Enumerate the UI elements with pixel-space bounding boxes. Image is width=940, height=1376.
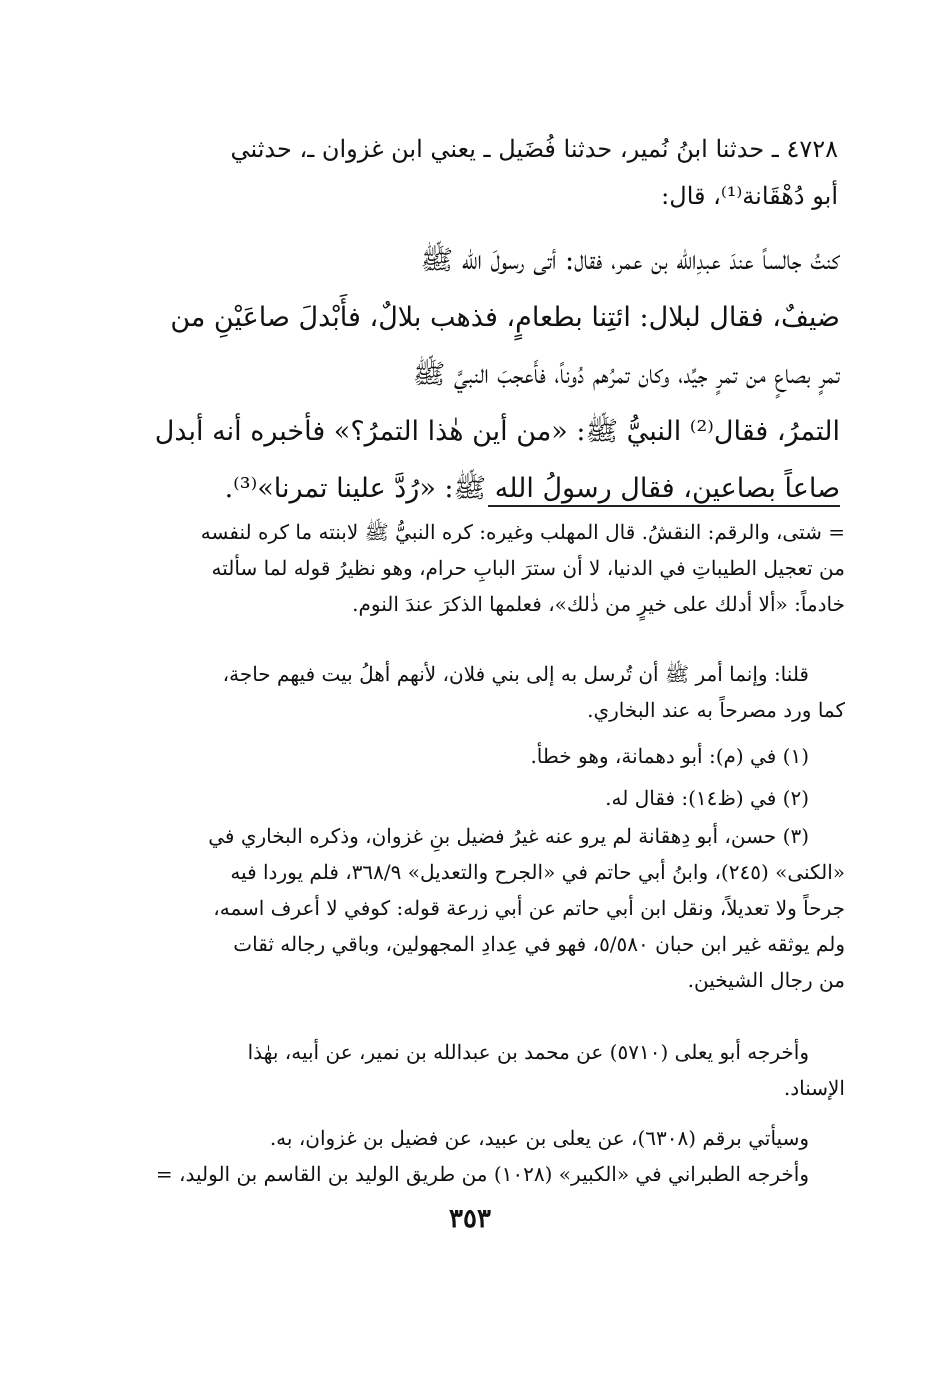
footnote-qulna	[145, 656, 845, 728]
footnote-2	[145, 780, 845, 816]
matn-line: صاعاً بصاعين، فقال رسولُ الله ﷺ: «رُدَّ علينا تمرنا»⁽³⁾.	[224, 473, 840, 504]
footnote-line: (١) في (م): أبو دهمانة، وهو خطأ.	[530, 744, 809, 768]
footnote-line: (٣) حسن، أبو دِهقانة لم يرو عنه غيرُ فضيل بنِ غزوان، وذكره البخاري في	[208, 824, 809, 848]
footnote-line: وأخرجه الطبراني في «الكبير» (١٠٢٨) من طريق الوليد بن القاسم بن الوليد، =	[155, 1162, 809, 1186]
footnote-line: جرحاً ولا تعديلاً، ونقل ابن أبي حاتم عن أبي زرعة قوله: كوفي لا أعرف اسمه،	[213, 896, 845, 920]
isnad-line: ٤٧٢٨ ـ حدثنا ابنُ نُمير، حدثنا فُضَيل ـ يعني ابن غزوان ـ، حدثني	[230, 135, 838, 163]
footnote-line: قلنا: وإنما أمر ﷺ أن تُرسل به إلى بني فلان، لأنهم أهلُ بيت فيهم حاجة،	[222, 662, 809, 686]
footnote-continuation	[145, 514, 845, 622]
page-number: ٣٥٣	[449, 1204, 491, 1234]
footnote-line: ولم يوثقه غير ابن حبان ٥/٥٨٠، فهو في عِدادِ المجهولين، وباقي رجاله ثقات	[233, 932, 845, 956]
footnote-line: خادماً: «ألا أدلك على خيرٍ من ذٰلك»، فعلمها الذكرَ عندَ النوم.	[352, 592, 845, 616]
isnad-line: أبو دُهْقَانة⁽¹⁾، قال:	[661, 182, 838, 210]
hadith-isnad	[138, 126, 838, 220]
matn-line: ضيفٌ، فقال لبلال: ائتِنا بطعامٍ، فذهب بلالٌ، فأَبْدلَ صاعَيْنِ من	[170, 302, 840, 333]
footnote-tabarani	[145, 1156, 845, 1192]
hadith-matn	[138, 232, 840, 517]
footnote-line: وأخرجه أبو يعلى (٥٧١٠) عن محمد بن عبدالله بن نمير، عن أبيه، بهٰذا	[247, 1040, 809, 1064]
footnote-abu-yala	[145, 1034, 845, 1106]
footnote-line: (٢) في (ظ١٤): فقال له.	[605, 786, 809, 810]
footnote-3	[145, 818, 845, 998]
matn-line: تمرٍ بصاعٍ من تمرٍ جيِّد، وكان تمرُهم دُوناً، فأَعجبَ النبيَّ ﷺ	[412, 359, 840, 390]
footnote-line: الإسناد.	[783, 1076, 845, 1100]
footnote-line: من رجال الشيخين.	[687, 968, 845, 992]
footnote-line: من تعجيل الطيباتِ في الدنيا، لا أن سترَ البابِ حرام، وهو نظيرُ قوله لما سألته	[211, 556, 845, 580]
footnote-line: كما ورد مصرحاً به عند البخاري.	[587, 698, 845, 722]
footnote-sayati	[145, 1120, 845, 1156]
matn-line: التمرُ، فقال⁽²⁾ النبيُّ ﷺ: «من أين هٰذا التمرُ؟» فأخبره أنه أبدل	[154, 416, 840, 447]
footnote-line: = شتى، والرقم: النقشُ. قال المهلب وغيره: كره النبيُّ ﷺ لابنته ما كره لنفسه	[200, 520, 845, 544]
matn-line: كنتُ جالساً عندَ عبدِالله بن عمر، فقال: أتى رسولَ الله ﷺ	[420, 245, 840, 276]
footnote-separator	[488, 505, 840, 507]
footnote-1	[145, 738, 845, 774]
footnote-line: وسيأتي برقم (٦٣٠٨)، عن يعلى بن عبيد، عن فضيل بن غزوان، به.	[269, 1126, 809, 1150]
footnote-line: «الكنى» (٢٤٥)، وابنُ أبي حاتم في «الجرح والتعديل» ٣٦٨/٩، فلم يوردا فيه	[230, 860, 845, 884]
